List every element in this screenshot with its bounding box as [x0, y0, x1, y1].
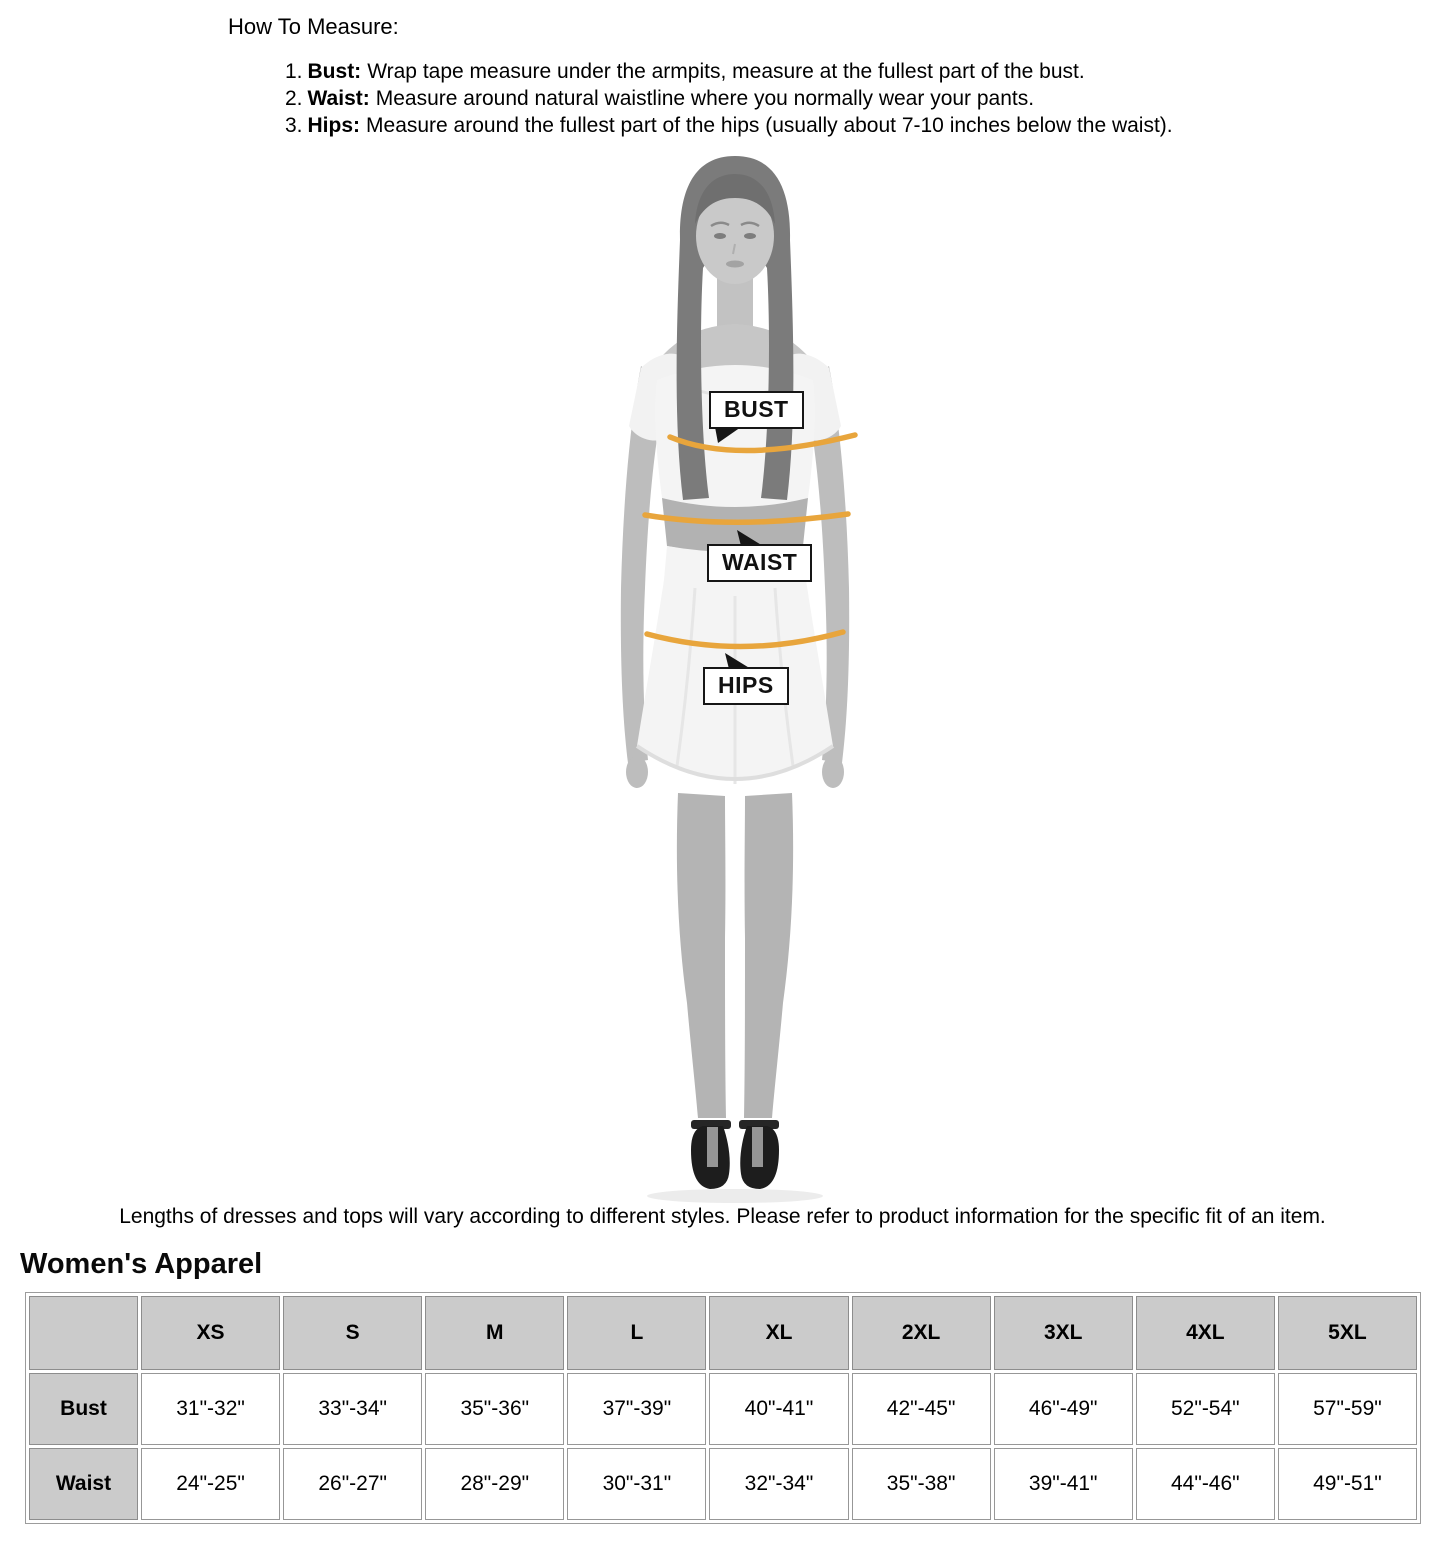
bust-value-cell: 52"-54"	[1136, 1373, 1275, 1445]
instruction-bust	[285, 58, 1173, 85]
waist-value-cell: 35"-38"	[852, 1448, 991, 1520]
size-column-header: 2XL	[852, 1296, 991, 1370]
bust-row	[29, 1373, 1417, 1445]
instruction-number: 1.	[285, 60, 303, 83]
how-to-measure-title: How To Measure:	[228, 14, 399, 39]
womens-apparel-heading: Women's Apparel	[20, 1248, 263, 1280]
bust-value-cell: 57"-59"	[1278, 1373, 1417, 1445]
size-chart-container	[25, 1292, 1421, 1524]
size-header-row	[29, 1296, 1417, 1370]
bust-value-cell: 33"-34"	[283, 1373, 422, 1445]
waist-label	[707, 544, 812, 582]
instruction-label: Bust:	[307, 60, 362, 83]
waist-value-cell: 39"-41"	[994, 1448, 1133, 1520]
instruction-label: Hips:	[307, 114, 361, 137]
bust-label	[709, 391, 804, 429]
instruction-number: 2.	[285, 87, 303, 110]
size-column-header: 4XL	[1136, 1296, 1275, 1370]
row-header-bust: Bust	[29, 1373, 138, 1445]
bust-value-cell: 35"-36"	[425, 1373, 564, 1445]
waist-value-cell: 30"-31"	[567, 1448, 706, 1520]
size-column-header: 3XL	[994, 1296, 1133, 1370]
instruction-text: Measure around natural waistline where you normally wear your pants.	[375, 87, 1035, 110]
fit-variation-note: Lengths of dresses and tops will vary according to different styles. Please refer to product information for the specific fit of an item.	[119, 1205, 1326, 1228]
waist-label-pointer	[737, 530, 763, 546]
bust-value-cell: 42"-45"	[852, 1373, 991, 1445]
row-header-waist: Waist	[29, 1448, 138, 1520]
waist-value-cell: 24"-25"	[141, 1448, 280, 1520]
waist-value-cell: 28"-29"	[425, 1448, 564, 1520]
bust-value-cell: 46"-49"	[994, 1373, 1133, 1445]
instruction-text: Wrap tape measure under the armpits, measure at the fullest part of the bust.	[367, 60, 1085, 83]
instruction-hips	[285, 112, 1173, 139]
instruction-waist	[285, 85, 1173, 112]
size-column-header: XS	[141, 1296, 280, 1370]
hips-label-pointer	[725, 653, 751, 669]
instruction-label: Waist:	[307, 87, 370, 110]
size-column-header: 5XL	[1278, 1296, 1417, 1370]
size-column-header: XL	[709, 1296, 848, 1370]
size-chart-table	[25, 1292, 1421, 1524]
waist-value-cell: 49"-51"	[1278, 1448, 1417, 1520]
measure-instructions-list	[285, 58, 1173, 139]
instruction-text: Measure around the fullest part of the hips (usually about 7-10 inches below the waist).	[366, 114, 1173, 137]
bust-value-cell: 31"-32"	[141, 1373, 280, 1445]
hips-label	[703, 667, 789, 705]
size-column-header: S	[283, 1296, 422, 1370]
size-column-header: M	[425, 1296, 564, 1370]
corner-cell	[29, 1296, 138, 1370]
waist-value-cell: 26"-27"	[283, 1448, 422, 1520]
measurement-model-figure	[545, 148, 925, 1205]
bust-label-pointer	[715, 427, 741, 443]
waist-label-text: WAIST	[722, 549, 798, 575]
waist-value-cell: 32"-34"	[709, 1448, 848, 1520]
bust-value-cell: 40"-41"	[709, 1373, 848, 1445]
bust-value-cell: 37"-39"	[567, 1373, 706, 1445]
bust-label-text: BUST	[724, 396, 789, 422]
waist-row	[29, 1448, 1417, 1520]
instruction-number: 3.	[285, 114, 303, 137]
size-column-header: L	[567, 1296, 706, 1370]
hips-label-text: HIPS	[718, 672, 774, 698]
waist-value-cell: 44"-46"	[1136, 1448, 1275, 1520]
